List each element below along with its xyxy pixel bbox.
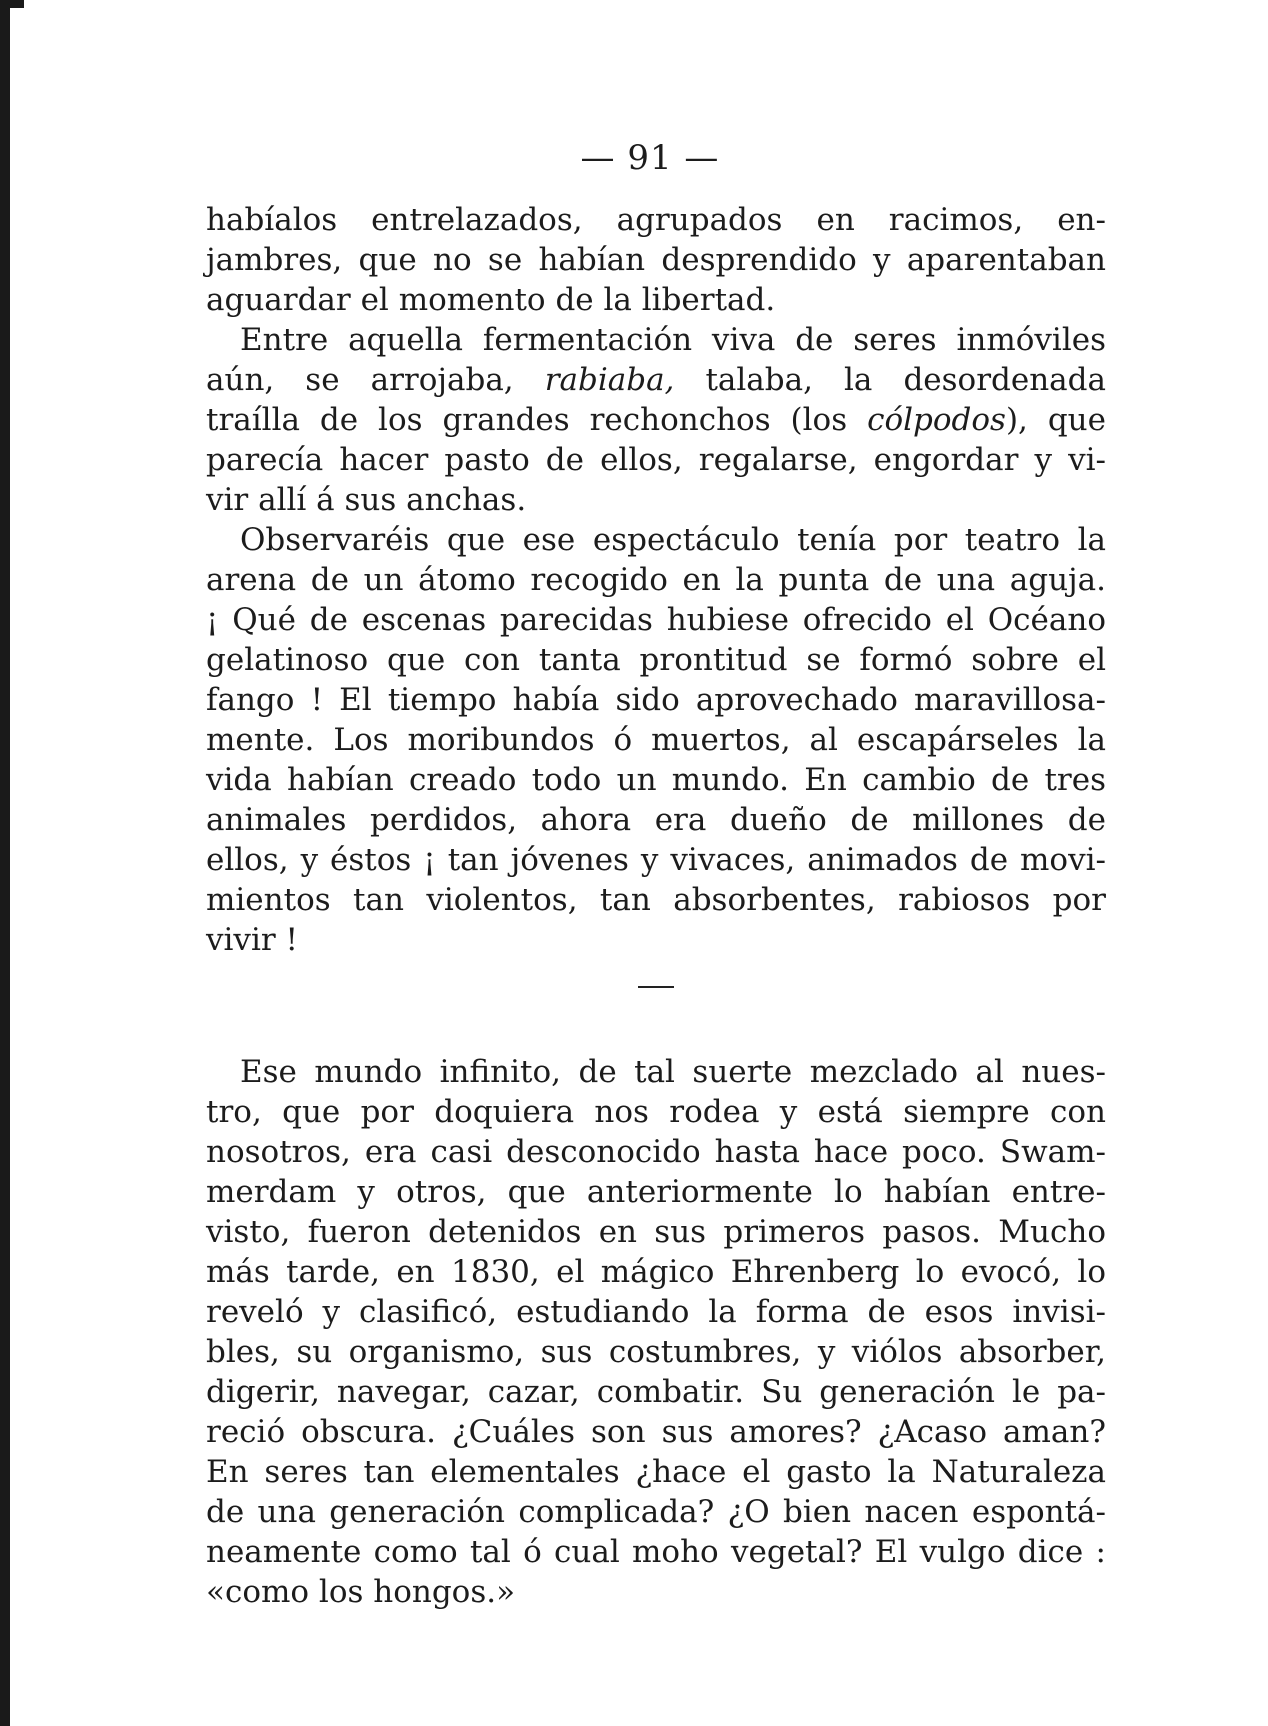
binding-mark	[10, 0, 24, 8]
text-line-with-italic	[206, 400, 1106, 440]
text-line: visto, fueron detenidos en sus primeros pasos. Mucho	[206, 1214, 1106, 1250]
text-line: fango ! El tiempo había sido aprovechado maravillosa-	[206, 682, 1106, 718]
text-line: neamente como tal ó cual moho vegetal? El vulgo dice :	[206, 1534, 1106, 1570]
text-line: vivir !	[206, 922, 298, 958]
text-line: habíalos entrelazados, agrupados en racimos, en-	[206, 202, 1106, 238]
text-line: bles, su organismo, sus costumbres, y viólos absorber,	[206, 1334, 1106, 1370]
text-segment: talaba, la desordenada	[674, 362, 1106, 398]
text-line: mente. Los moribundos ó muertos, al escapárseles la	[206, 722, 1106, 758]
text-line: vir allí á sus anchas.	[206, 482, 527, 518]
text-line: tro, que por doquiera nos rodea y está siempre con	[206, 1094, 1106, 1130]
text-line: reció obscura. ¿Cuáles son sus amores? ¿Acaso aman?	[206, 1414, 1106, 1450]
text-line-with-italic	[206, 360, 1106, 400]
italic-term: rabiaba,	[544, 362, 675, 398]
text-line: jambres, que no se habían desprendido y aparentaban	[206, 242, 1106, 278]
text-line: ellos, y éstos ¡ tan jóvenes y vivaces, animados de movi-	[206, 842, 1106, 878]
text-line: merdam y otros, que anteriormente lo habían entre-	[206, 1174, 1106, 1210]
paragraph-3	[206, 520, 1106, 960]
page-number: — 91 —	[580, 138, 720, 178]
paragraph-2	[206, 320, 1106, 520]
text-line: parecía hacer pasto de ellos, regalarse, engordar y vi-	[206, 442, 1106, 478]
text-line: ¡ Qué de escenas parecidas hubiese ofrecido el Océano	[206, 602, 1106, 638]
text-line: Ese mundo infinito, de tal suerte mezclado al nues-	[240, 1054, 1106, 1090]
paragraph-1	[206, 200, 1106, 320]
page-binding-edge	[0, 0, 10, 1726]
section-separator	[638, 986, 674, 988]
text-line: vida habían creado todo un mundo. En cambio de tres	[206, 762, 1106, 798]
text-line: En seres tan elementales ¿hace el gasto la Naturaleza	[206, 1454, 1106, 1490]
text-line: arena de un átomo recogido en la punta de una aguja.	[206, 562, 1106, 598]
text-line: Entre aquella fermentación viva de seres inmóviles	[240, 322, 1106, 358]
paragraph-4	[206, 1052, 1106, 1612]
text-segment: ), que	[1005, 402, 1106, 438]
text-line: reveló y clasificó, estudiando la forma de esos invisi-	[206, 1294, 1106, 1330]
text-line: nosotros, era casi desconocido hasta hace poco. Swam-	[206, 1134, 1106, 1170]
text-line: Observaréis que ese espectáculo tenía por teatro la	[240, 522, 1106, 558]
text-segment: aún, se arrojaba,	[206, 362, 545, 398]
text-line: animales perdidos, ahora era dueño de millones de	[206, 802, 1106, 838]
text-line: digerir, navegar, cazar, combatir. Su generación le pa-	[206, 1374, 1106, 1410]
text-line: más tarde, en 1830, el mágico Ehrenberg lo evocó, lo	[206, 1254, 1106, 1290]
text-line: de una generación complicada? ¿O bien nacen espontá-	[206, 1494, 1106, 1530]
text-segment: traílla de los grandes rechonchos (los	[206, 402, 868, 438]
text-line: gelatinoso que con tanta prontitud se formó sobre el	[206, 642, 1106, 678]
italic-term: cólpodos	[867, 402, 1006, 438]
text-line: «como los hongos.»	[206, 1574, 516, 1610]
text-line: mientos tan violentos, tan absorbentes, rabiosos por	[206, 882, 1106, 918]
text-line: aguardar el momento de la libertad.	[206, 282, 776, 318]
